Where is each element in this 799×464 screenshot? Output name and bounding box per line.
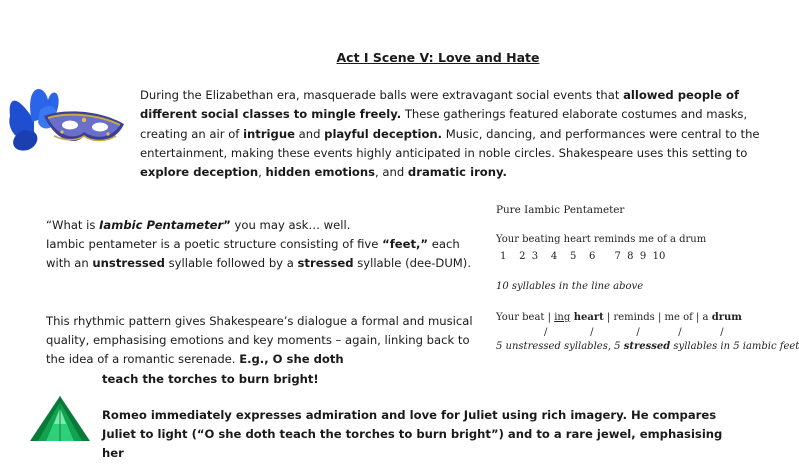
definition-emphasis: unstressed (92, 256, 165, 271)
intro-text: These gatherings featured elaborate costumes and masks, creating an air of (140, 107, 748, 141)
split-ing: ing (554, 312, 571, 323)
diagram-title: Pure Iambic Pentameter (496, 204, 625, 216)
rhythm-paragraph (46, 312, 476, 389)
page-title: Act I Scene V: Love and Hate (336, 50, 540, 65)
definition-emphasis: “feet,” (382, 237, 429, 252)
diagram-stress-marks: / / / / / (544, 327, 725, 338)
iambic-pentameter-section (46, 216, 486, 274)
emerald-gem-image (26, 394, 94, 441)
summary-text: syllables in 5 iambic feet (670, 341, 799, 352)
intro-text: , (258, 165, 266, 180)
intro-text: and (294, 126, 325, 141)
intro-emphasis: intrigue (243, 126, 295, 141)
diagram-syllable-numbers: 1 2 3 4 5 6 7 8 9 10 (500, 251, 666, 262)
diagram-syllable-count: 10 syllables in the line above (496, 281, 644, 292)
diagram-feet-split (496, 312, 742, 323)
intro-text: During the Elizabethan era, masquerade balls were extravagant social events that (140, 88, 624, 102)
question-open: “What is (46, 218, 100, 232)
intro-emphasis: dramatic irony. (407, 165, 507, 180)
rhythm-example: E.g., O she doth (239, 352, 344, 367)
question-close: ” (223, 218, 231, 232)
romeo-paragraph: Romeo immediately expresses admiration and love for Juliet using rich imagery. He compares Juliet to light (“O she doth teach the torches to burn bright”) and to a rare jewel, emphasising her (102, 408, 723, 461)
intro-emphasis: playful deception. (324, 126, 443, 141)
definition-emphasis: stressed (297, 256, 354, 271)
iambic-definition (46, 235, 486, 273)
diagram-example-line: Your beating heart reminds me of a drum (496, 234, 707, 245)
masquerade-mask-image (4, 80, 128, 156)
summary-text: 5 unstressed syllables, 5 (496, 341, 624, 352)
split-stressed: drum (711, 312, 742, 323)
intro-text: Music, dancing, and performances were central to the entertainment, making these events highly anticipated in noble circles. Shakespeare uses this setting to (140, 126, 760, 160)
split-stressed: heart (570, 312, 604, 323)
diagram-summary (496, 341, 799, 352)
question-rest: you may ask… well. (230, 218, 351, 232)
intro-emphasis: explore deception (140, 165, 259, 180)
definition-text: each with an (46, 237, 460, 271)
intro-text: , and (375, 165, 408, 180)
definition-text: syllable followed by a (164, 256, 298, 271)
rhythm-text: This rhythmic pattern gives Shakespeare’s dialogue a formal and musical quality, emphasising emotions and key moments – again, linking back to the idea of a romantic serenade. (46, 314, 473, 367)
definition-text: syllable (dee-DUM). (353, 256, 472, 271)
iambic-question (46, 216, 486, 235)
split-text: | reminds | me of | a (603, 312, 712, 323)
summary-stressed: stressed (623, 341, 671, 352)
question-term: Iambic Pentameter (99, 218, 224, 232)
split-text: Your beat | (496, 312, 555, 323)
intro-emphasis: hidden emotions (265, 165, 376, 180)
intro-emphasis: allowed people of different social classes to mingle freely. (140, 88, 740, 122)
masquerade-intro-paragraph (140, 86, 760, 182)
definition-text: Iambic pentameter is a poetic structure consisting of five (46, 237, 383, 252)
rhythm-example-quote: teach the torches to burn bright! (102, 371, 319, 386)
